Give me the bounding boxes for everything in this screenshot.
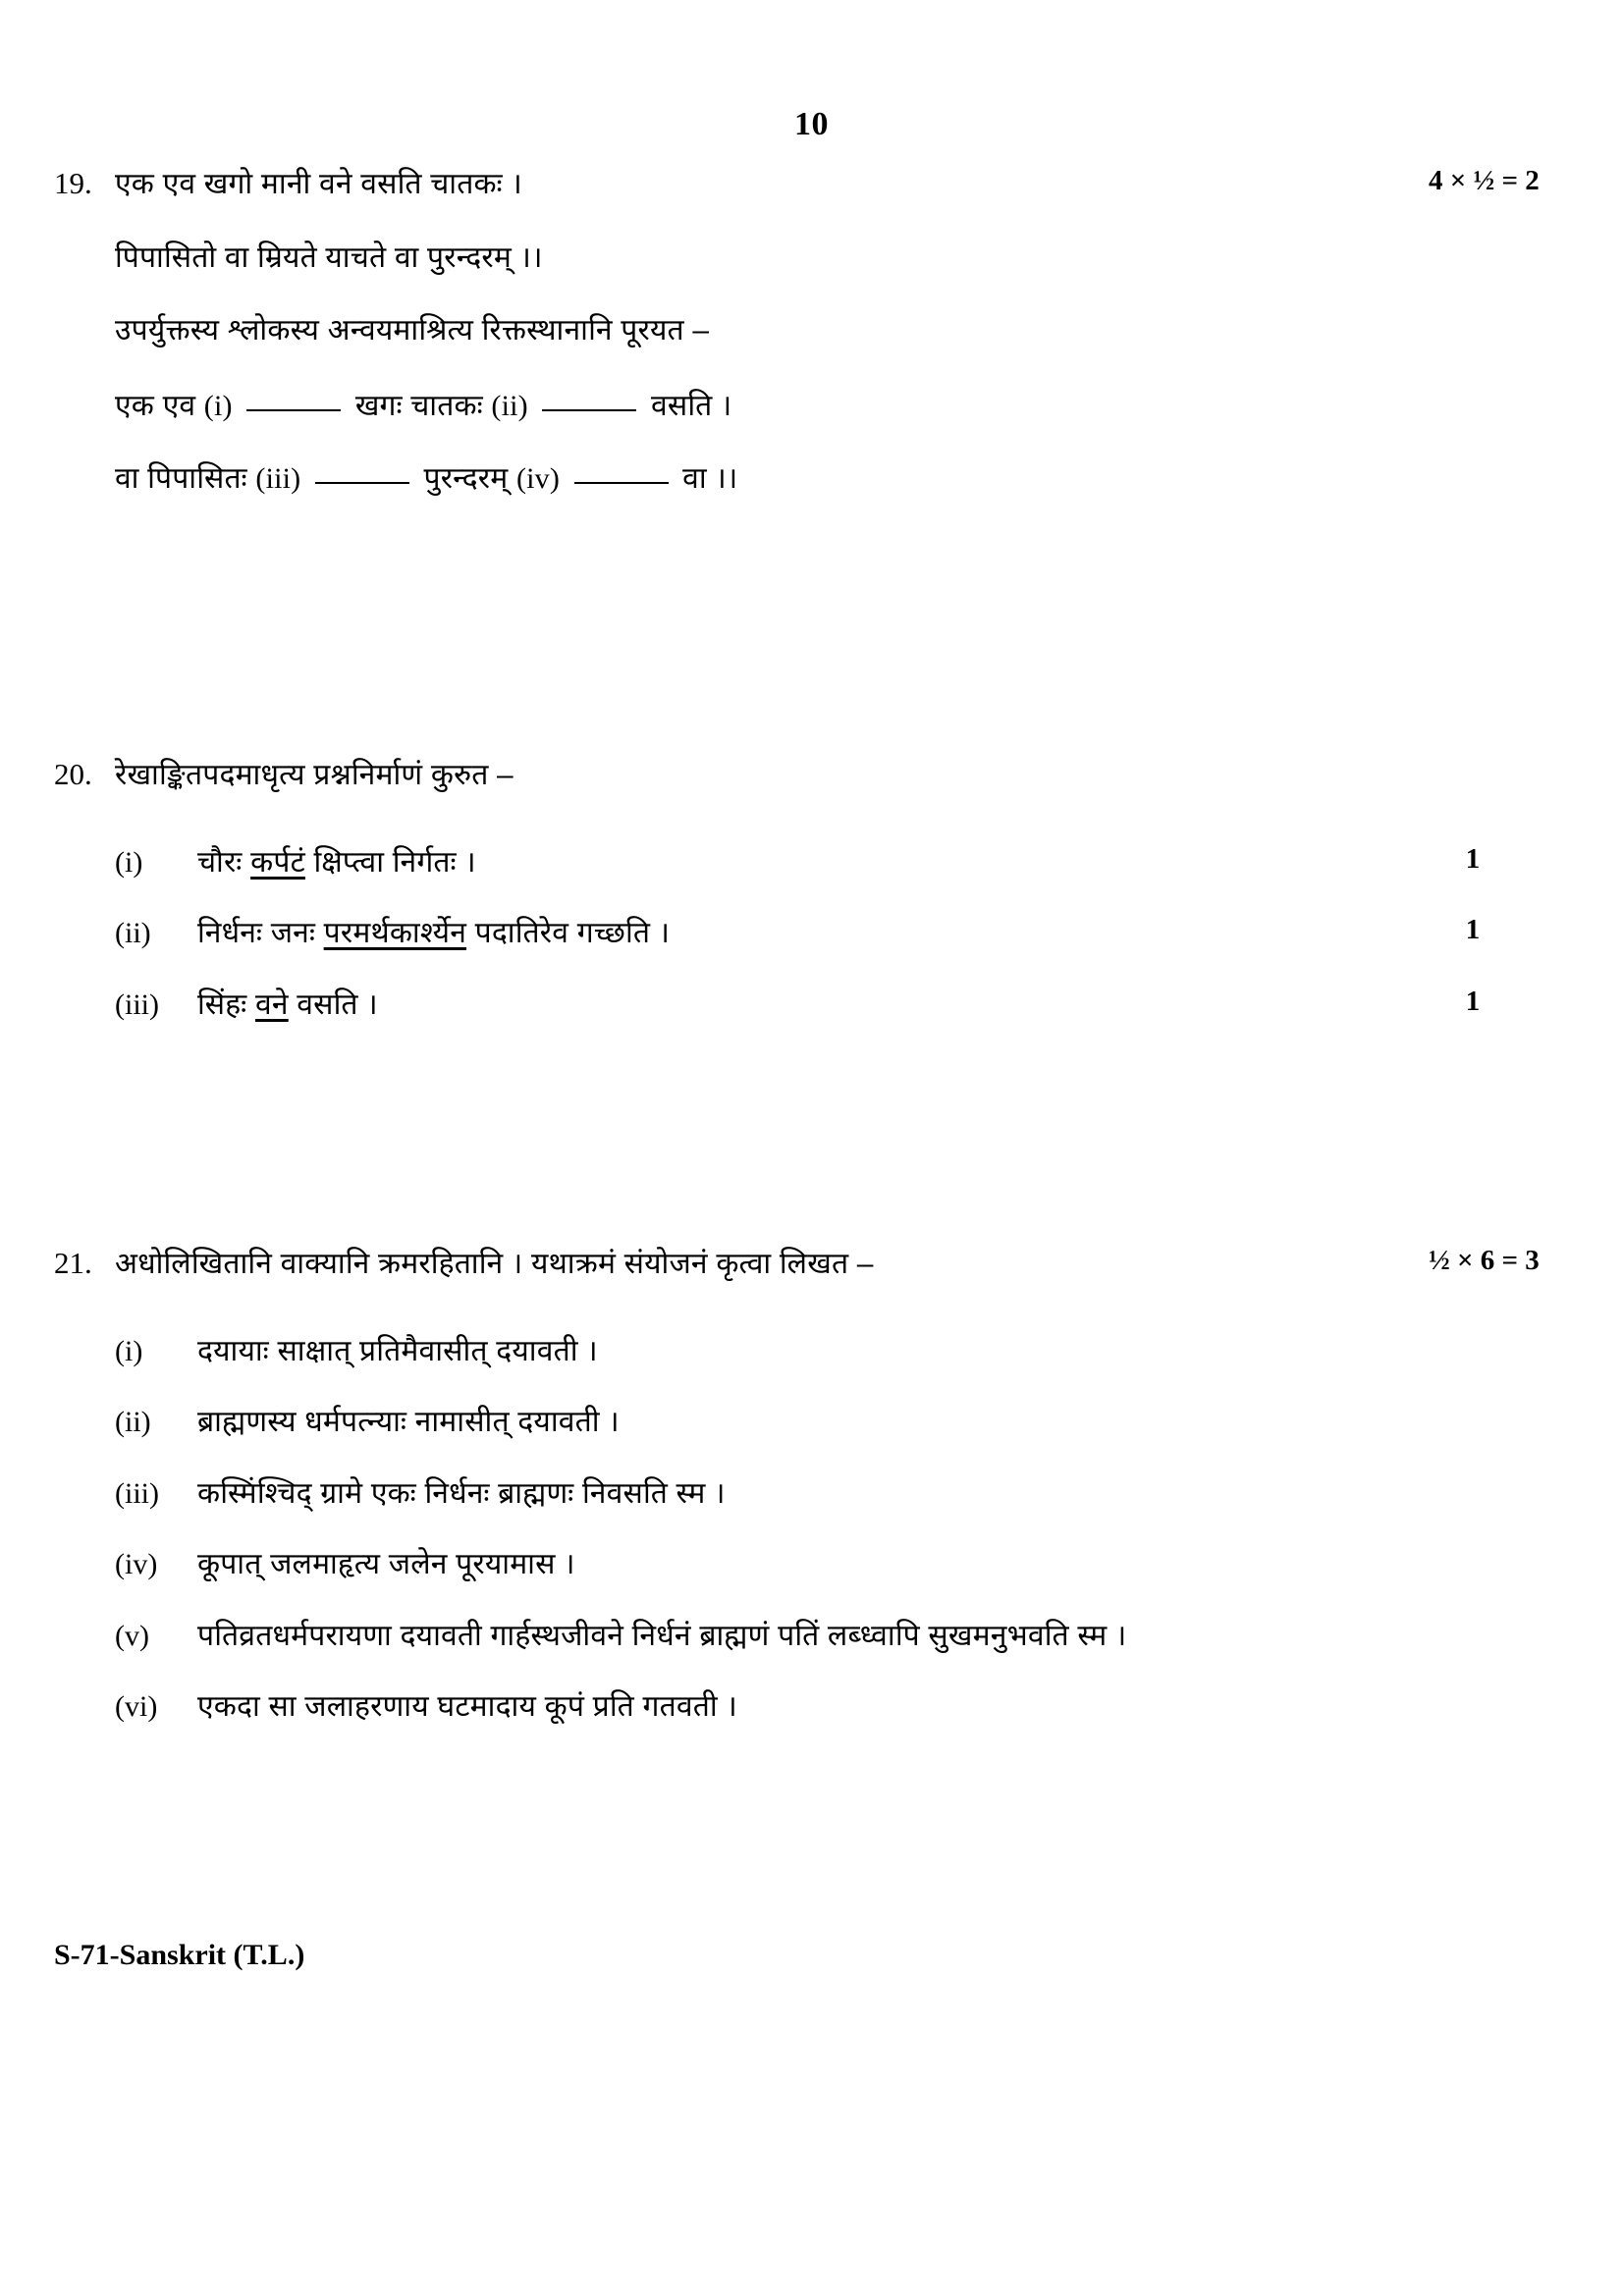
fill-2-segment-a: वा पिपासितः bbox=[115, 462, 247, 495]
question-19-first-line bbox=[54, 165, 1586, 205]
fill-1-label-ii: (ii) bbox=[491, 389, 528, 422]
fill-2-segment-b: पुरन्दरम् bbox=[423, 462, 509, 495]
item-text-underlined: वने bbox=[254, 988, 289, 1021]
fill-1-segment-c: वसति । bbox=[650, 389, 732, 422]
spacer bbox=[1360, 1617, 1586, 1649]
spacer bbox=[54, 914, 115, 952]
question-21-block bbox=[54, 1245, 1586, 1728]
question-19-fill-line-2 bbox=[115, 459, 1360, 500]
spacer bbox=[54, 986, 115, 1024]
question-21-item-body bbox=[115, 1403, 1360, 1443]
answer-blank-iv[interactable] bbox=[574, 460, 669, 484]
question-21-instruction: अधोलिखितानि वाक्यानि क्रमरहितानि । यथाक्रमं संयोजनं कृत्वा लिखत – bbox=[115, 1248, 874, 1280]
item-text: दयायाः साक्षात् प्रतिमैवासीत् दयावती । bbox=[197, 1334, 598, 1367]
question-19-instruction: उपर्युक्तस्य श्लोकस्य अन्वयमाश्रित्य रिक्तस्थानानि पूरयत – bbox=[115, 314, 710, 347]
item-text: कूपात् जलमाहृत्य जलेन पूरयामास । bbox=[197, 1548, 575, 1580]
question-20-item bbox=[54, 843, 1586, 883]
spacer bbox=[1360, 1403, 1586, 1435]
question-20-item-marks: 1 bbox=[1465, 985, 1481, 1017]
spacer bbox=[1360, 311, 1586, 344]
item-text-before: निर्धनः जनः bbox=[197, 917, 324, 949]
question-19-instruction-row bbox=[54, 311, 1586, 351]
question-21-item-row bbox=[54, 1617, 1586, 1657]
fill-1-segment-b: खगः चातकः bbox=[354, 389, 483, 422]
fill-1-segment-a: एक एव bbox=[115, 389, 196, 422]
question-20-item-body bbox=[115, 986, 1360, 1026]
question-21-item-body bbox=[115, 1545, 1360, 1585]
question-19-fill-line-1-row bbox=[54, 387, 1586, 427]
spacer bbox=[54, 1332, 115, 1370]
question-19-verse-line-2-row bbox=[54, 239, 1586, 279]
question-20-item-marks: 1 bbox=[1465, 914, 1481, 945]
question-19-verse-line-2: पिपासितो वा म्रियते याचते वा पुरन्दरम् ।। bbox=[115, 240, 543, 274]
spacer bbox=[1360, 1474, 1586, 1507]
spacer bbox=[54, 843, 115, 881]
question-21-item-body bbox=[115, 1617, 1360, 1657]
paper-code-footer: S-71-Sanskrit (T.L.) bbox=[54, 1939, 305, 1971]
question-20-item-body bbox=[115, 914, 1360, 954]
spacer bbox=[1360, 1545, 1586, 1577]
list-item bbox=[115, 843, 1360, 883]
spacer bbox=[1360, 387, 1586, 419]
spacer bbox=[54, 239, 115, 277]
spacer bbox=[54, 1687, 115, 1726]
question-21-instruction-row bbox=[54, 1245, 1586, 1285]
item-text-underlined: कर्पटं bbox=[250, 845, 305, 879]
list-item bbox=[115, 1687, 1360, 1728]
item-text-before: सिंहः bbox=[197, 988, 255, 1021]
item-label: (vi) bbox=[115, 1690, 158, 1723]
list-item bbox=[115, 1332, 1360, 1372]
question-19-number: 19. bbox=[54, 166, 92, 200]
question-19-block bbox=[54, 165, 1586, 500]
item-text: कस्मिंश्चिद् ग्रामे एकः निर्धनः ब्राह्मणः निवसति स्म । bbox=[197, 1476, 726, 1510]
item-label: (i) bbox=[115, 845, 143, 879]
item-label: (i) bbox=[115, 1334, 143, 1367]
spacer bbox=[54, 1403, 115, 1441]
question-21-marks: ½ × 6 = 3 bbox=[1429, 1245, 1540, 1276]
question-20-item-body bbox=[115, 843, 1360, 883]
question-21-item-row bbox=[54, 1545, 1586, 1585]
spacer bbox=[1360, 756, 1586, 788]
item-text-after: वसति । bbox=[288, 988, 378, 1021]
question-19-fill-line-1 bbox=[115, 387, 1360, 427]
page-number: 10 bbox=[794, 106, 829, 142]
list-item bbox=[115, 1403, 1360, 1443]
spacer bbox=[54, 459, 115, 498]
item-text-after: क्षिप्त्वा निर्गतः । bbox=[304, 845, 476, 879]
fill-2-label-iii: (iii) bbox=[255, 462, 301, 495]
spacer bbox=[54, 311, 115, 349]
spacer bbox=[1360, 1687, 1586, 1720]
list-item bbox=[115, 1545, 1360, 1585]
item-text bbox=[197, 843, 1360, 883]
spacer bbox=[1360, 1332, 1586, 1364]
question-20-instruction: रेखाङ्कितपदमाधृत्य प्रश्ननिर्माणं कुरुत – bbox=[115, 759, 514, 791]
item-text: ब्राह्मणस्य धर्मपत्न्याः नामासीत् दयावती । bbox=[197, 1406, 620, 1438]
item-text-before: चौरः bbox=[197, 845, 251, 879]
question-20-number: 20. bbox=[54, 757, 92, 791]
question-21-number: 21. bbox=[54, 1246, 92, 1280]
question-19-verse-line-1: एक एव खगो मानी वने वसति चातकः । bbox=[115, 168, 522, 200]
question-20-item-marks: 1 bbox=[1465, 842, 1481, 875]
answer-blank-i[interactable] bbox=[246, 388, 341, 411]
item-text: पतिव्रतधर्मपरायणा दयावती गार्हस्थजीवने निर्धनं ब्राह्मणं पतिं लब्ध्वापि सुखमनुभवति स्म । bbox=[197, 1619, 1127, 1652]
question-21-item-body bbox=[115, 1474, 1360, 1515]
question-21-item-row bbox=[54, 1403, 1586, 1443]
question-20-item bbox=[54, 986, 1586, 1026]
spacer bbox=[1360, 459, 1586, 492]
question-20-item bbox=[54, 914, 1586, 954]
list-item bbox=[115, 1617, 1360, 1657]
list-item bbox=[115, 1474, 1360, 1515]
fill-1-label-i: (i) bbox=[203, 389, 233, 422]
question-20-instruction-row bbox=[54, 756, 1586, 796]
list-item bbox=[115, 986, 1360, 1026]
item-label: (iv) bbox=[115, 1548, 158, 1580]
spacer bbox=[54, 387, 115, 425]
item-label: (ii) bbox=[115, 917, 151, 949]
answer-blank-iii[interactable] bbox=[315, 460, 409, 484]
fill-2-segment-c: वा ।। bbox=[682, 462, 738, 495]
item-text: एकदा सा जलाहरणाय घटमादाय कूपं प्रति गतवती । bbox=[197, 1690, 737, 1723]
fill-2-label-iv: (iv) bbox=[515, 462, 561, 495]
item-label: (v) bbox=[115, 1619, 149, 1652]
item-label: (ii) bbox=[115, 1406, 151, 1438]
spacer bbox=[54, 1545, 115, 1583]
question-21-item-row bbox=[54, 1474, 1586, 1515]
spacer bbox=[54, 1617, 115, 1655]
item-text-underlined: परमर्थकार्श्येन bbox=[323, 917, 467, 949]
question-19-fill-line-2-row bbox=[54, 459, 1586, 500]
question-21-item-row bbox=[54, 1332, 1586, 1372]
question-19-marks: 4 × ½ = 2 bbox=[1429, 165, 1540, 196]
item-text bbox=[197, 914, 1360, 954]
question-20-block bbox=[54, 756, 1586, 1025]
spacer bbox=[1360, 239, 1586, 271]
question-21-item-row bbox=[54, 1687, 1586, 1728]
question-21-item-body bbox=[115, 1332, 1360, 1372]
item-label: (iii) bbox=[115, 988, 159, 1021]
question-21-item-body bbox=[115, 1687, 1360, 1728]
item-label: (iii) bbox=[115, 1476, 159, 1510]
item-text bbox=[197, 986, 1360, 1026]
spacer bbox=[54, 1474, 115, 1513]
item-text-after: पदातिरेव गच्छति । bbox=[466, 917, 671, 949]
answer-blank-ii[interactable] bbox=[542, 388, 636, 411]
list-item bbox=[115, 914, 1360, 954]
